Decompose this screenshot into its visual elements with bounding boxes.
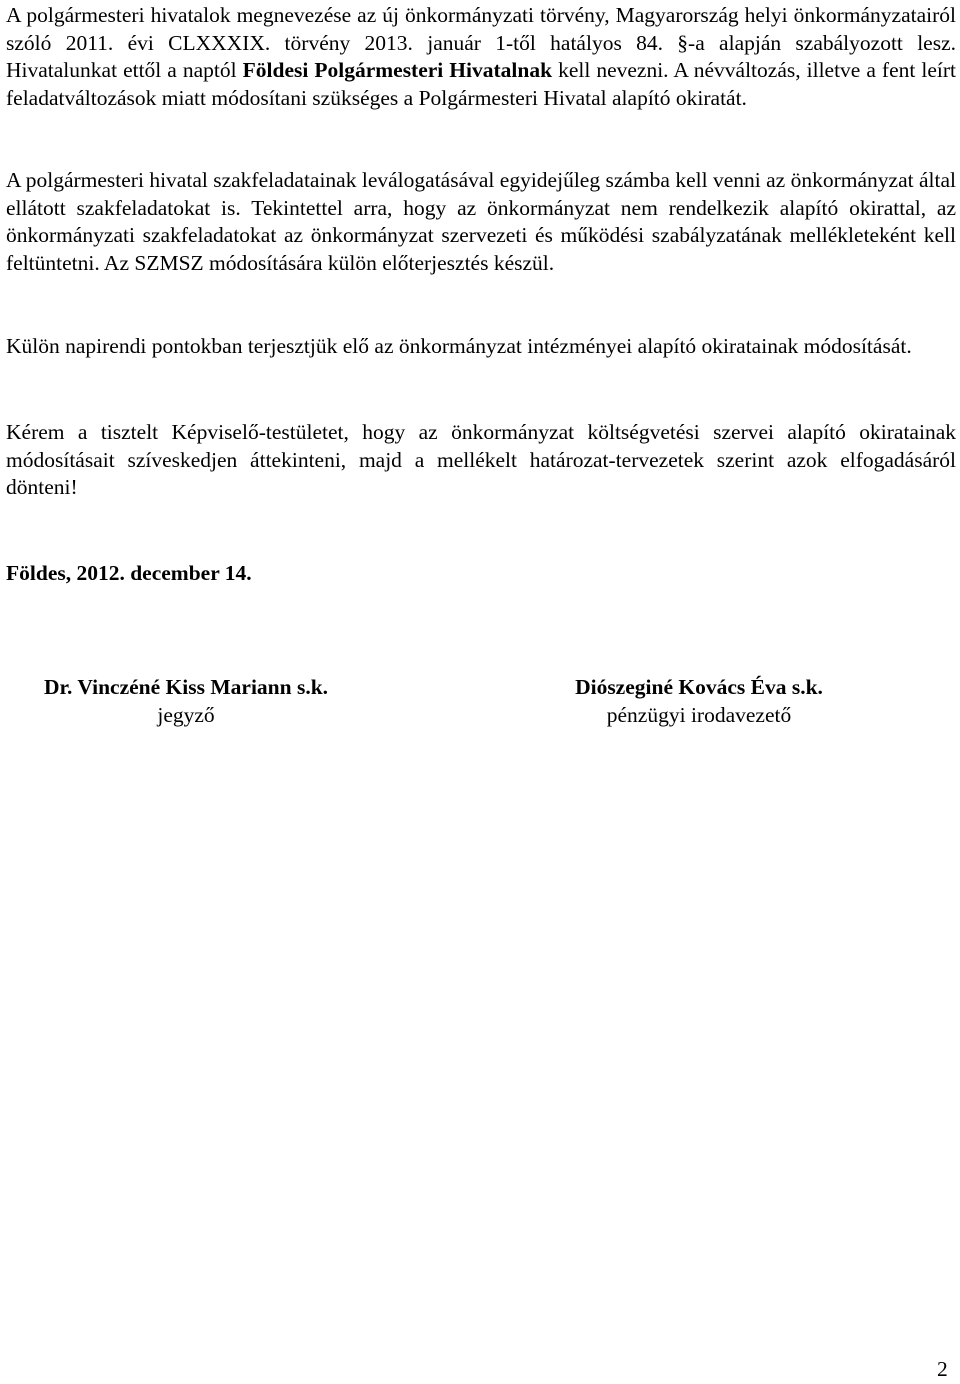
page-number: 2 xyxy=(937,1357,948,1381)
signature-role: jegyző xyxy=(157,703,215,727)
signature-block-notary xyxy=(16,673,356,729)
document-date: Földes, 2012. december 14. xyxy=(6,561,252,585)
paragraph1-text-end: kell nevezni. A névváltozás, illetve a fent leírt feladatváltozások miatt módosítani szükséges a Polgármesteri Hivatal alapító okiratát. xyxy=(6,58,956,110)
signature-name: Dr. Vinczéné Kiss Mariann s.k. xyxy=(43,675,329,699)
paragraph-office-name-change xyxy=(6,2,956,112)
paragraph-request-to-council: Kérem a tisztelt Képviselő-testületet, hogy az önkormányzat költségvetési szervei alapító okiratainak módosításait szíveskedjen áttekinteni, majd a mellékelt határozat-tervezetek szerint azok elfogadásáról dönteni! xyxy=(6,420,956,500)
signature-block-finance-head xyxy=(534,673,864,729)
document-page xyxy=(6,0,956,1384)
office-name-bold: Földesi Polgármesteri Hivatalnak xyxy=(242,58,553,83)
paragraph-specialized-tasks: A polgármesteri hivatal szakfeladatainak leválogatásával egyidejűleg számba kell venni az önkormányzat által ellátott szakfeladatokat is. Tekintettel arra, hogy az önkormányzat nem rendelkezik alapító okirattal, az önkormányzati szakfeladatokat az önkormányzat szervezeti és működési szabályzatának mellékleteként kell feltüntetni. Az SZMSZ módosítására külön előterjesztés készül. xyxy=(6,168,956,275)
paragraph1-text-start: A polgármesteri hivatalok megnevezése az új önkormányzati törvény, Magyarország helyi önkormányzatairól szóló 2011. évi CLXXXIX. törvény 2013. január 1-től hatályos 84. §-a alapján szabályozott lesz. Hivatalunkat ettől a naptól xyxy=(6,3,956,83)
signature-name: Diószeginé Kovács Éva s.k. xyxy=(575,675,823,699)
signature-role: pénzügyi irodavezető xyxy=(606,703,792,727)
paragraph-institution-charters: Külön napirendi pontokban terjesztjük elő az önkormányzat intézményei alapító okiratainak módosítását. xyxy=(6,334,912,358)
